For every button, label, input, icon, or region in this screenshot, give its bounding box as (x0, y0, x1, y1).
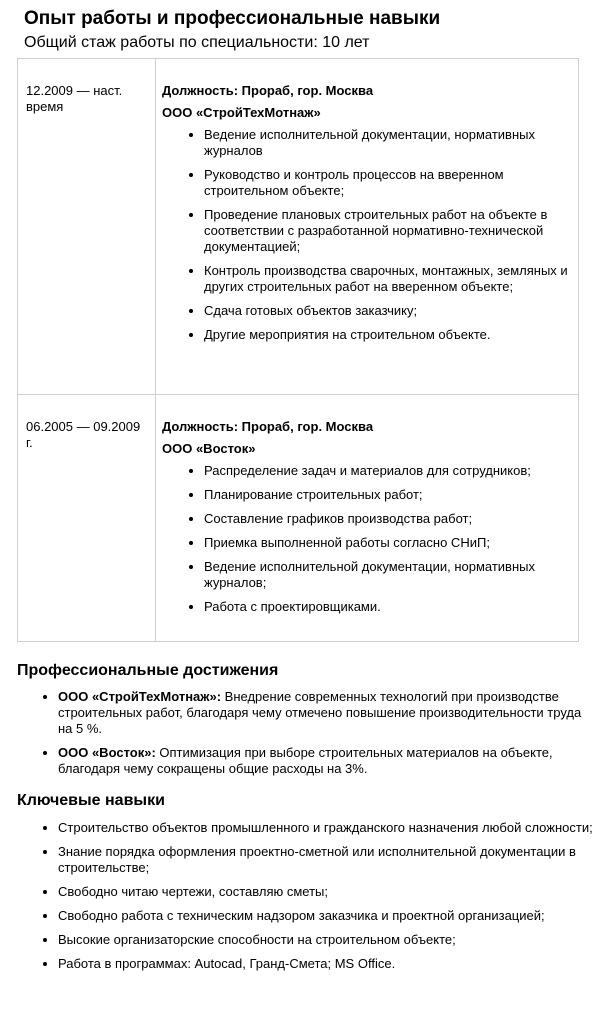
achievement-item (58, 689, 598, 737)
duty-item: • Ведение исполнительной документации, нормативных журналов; (204, 559, 568, 591)
skill-item: • Свободно работа с техническим надзором заказчика и проектной организацией; (58, 908, 598, 924)
skill-item: • Свободно читаю чертежи, составляю сметы; (58, 884, 598, 900)
duty-item: • Сдача готовых объектов заказчику; (204, 303, 568, 319)
duty-item: • Приемка выполненной работы согласно СНиП; (204, 535, 568, 551)
page-title: Опыт работы и профессиональные навыки (24, 8, 441, 29)
job-dates: 06.2005 — 09.2009 г. (18, 395, 156, 642)
job-dates: 12.2009 — наст. время (18, 59, 156, 395)
duty-item: • Руководство и контроль процессов на вверенном строительном объекте; (204, 167, 568, 199)
job-position: Должность: Прораб, гор. Москва (162, 419, 374, 434)
achievements-list (0, 689, 598, 785)
duty-item: • Распределение задач и материалов для сотрудников; (204, 463, 568, 479)
skill-item: • Строительство объектов промышленного и гражданского назначения любой сложности; (58, 820, 598, 836)
skill-item: • Работа в программах: Autocad, Гранд-Смета; MS Office. (58, 956, 598, 972)
job-duties (162, 127, 568, 343)
job-company: ООО «Восток» (162, 441, 256, 456)
achievement-item (58, 745, 598, 777)
experience-total: Общий стаж работы по специальности: 10 лет (24, 34, 370, 51)
job-position: Должность: Прораб, гор. Москва (162, 83, 374, 98)
achievement-company: ООО «СтройТехМотнаж»: (58, 689, 222, 704)
job-details (156, 59, 579, 395)
duty-item: • Проведение плановых строительных работ на объекте в соответствии с разработанной нормативно-технической документацией; (204, 207, 568, 255)
job-row (18, 59, 579, 395)
job-company: ООО «СтройТехМотнаж» (162, 105, 321, 120)
job-details (156, 395, 579, 642)
duty-item: • Составление графиков производства работ; (204, 511, 568, 527)
achievement-company: ООО «Восток»: (58, 745, 156, 760)
job-duties (162, 463, 568, 615)
duty-item: • Планирование строительных работ; (204, 487, 568, 503)
experience-table (17, 58, 579, 642)
duty-item: • Другие мероприятия на строительном объекте. (204, 327, 568, 343)
achievements-heading: Профессиональные достижения (17, 662, 279, 679)
achievement-text: Внедрение современных технологий при производстве строительных работ, благодаря чему отмечено повышение производительности труда на 5 %. (58, 689, 582, 736)
achievement-text: Оптимизация при выборе строительных материалов на объекте, благодаря чему сокращены общие расходы на 3%. (58, 745, 553, 776)
skill-item: • Высокие организаторские способности на строительном объекте; (58, 932, 598, 948)
duty-item: • Ведение исполнительной документации, нормативных журналов (204, 127, 568, 159)
job-row (18, 395, 579, 642)
duty-item: • Работа с проектировщиками. (204, 599, 568, 615)
skill-item: • Знание порядка оформления проектно-сметной или исполнительной документации в строительстве; (58, 844, 598, 876)
skills-heading: Ключевые навыки (17, 792, 165, 809)
skills-list (0, 820, 598, 980)
duty-item: • Контроль производства сварочных, монтажных, земляных и других строительных работ на вверенном объекте; (204, 263, 568, 295)
